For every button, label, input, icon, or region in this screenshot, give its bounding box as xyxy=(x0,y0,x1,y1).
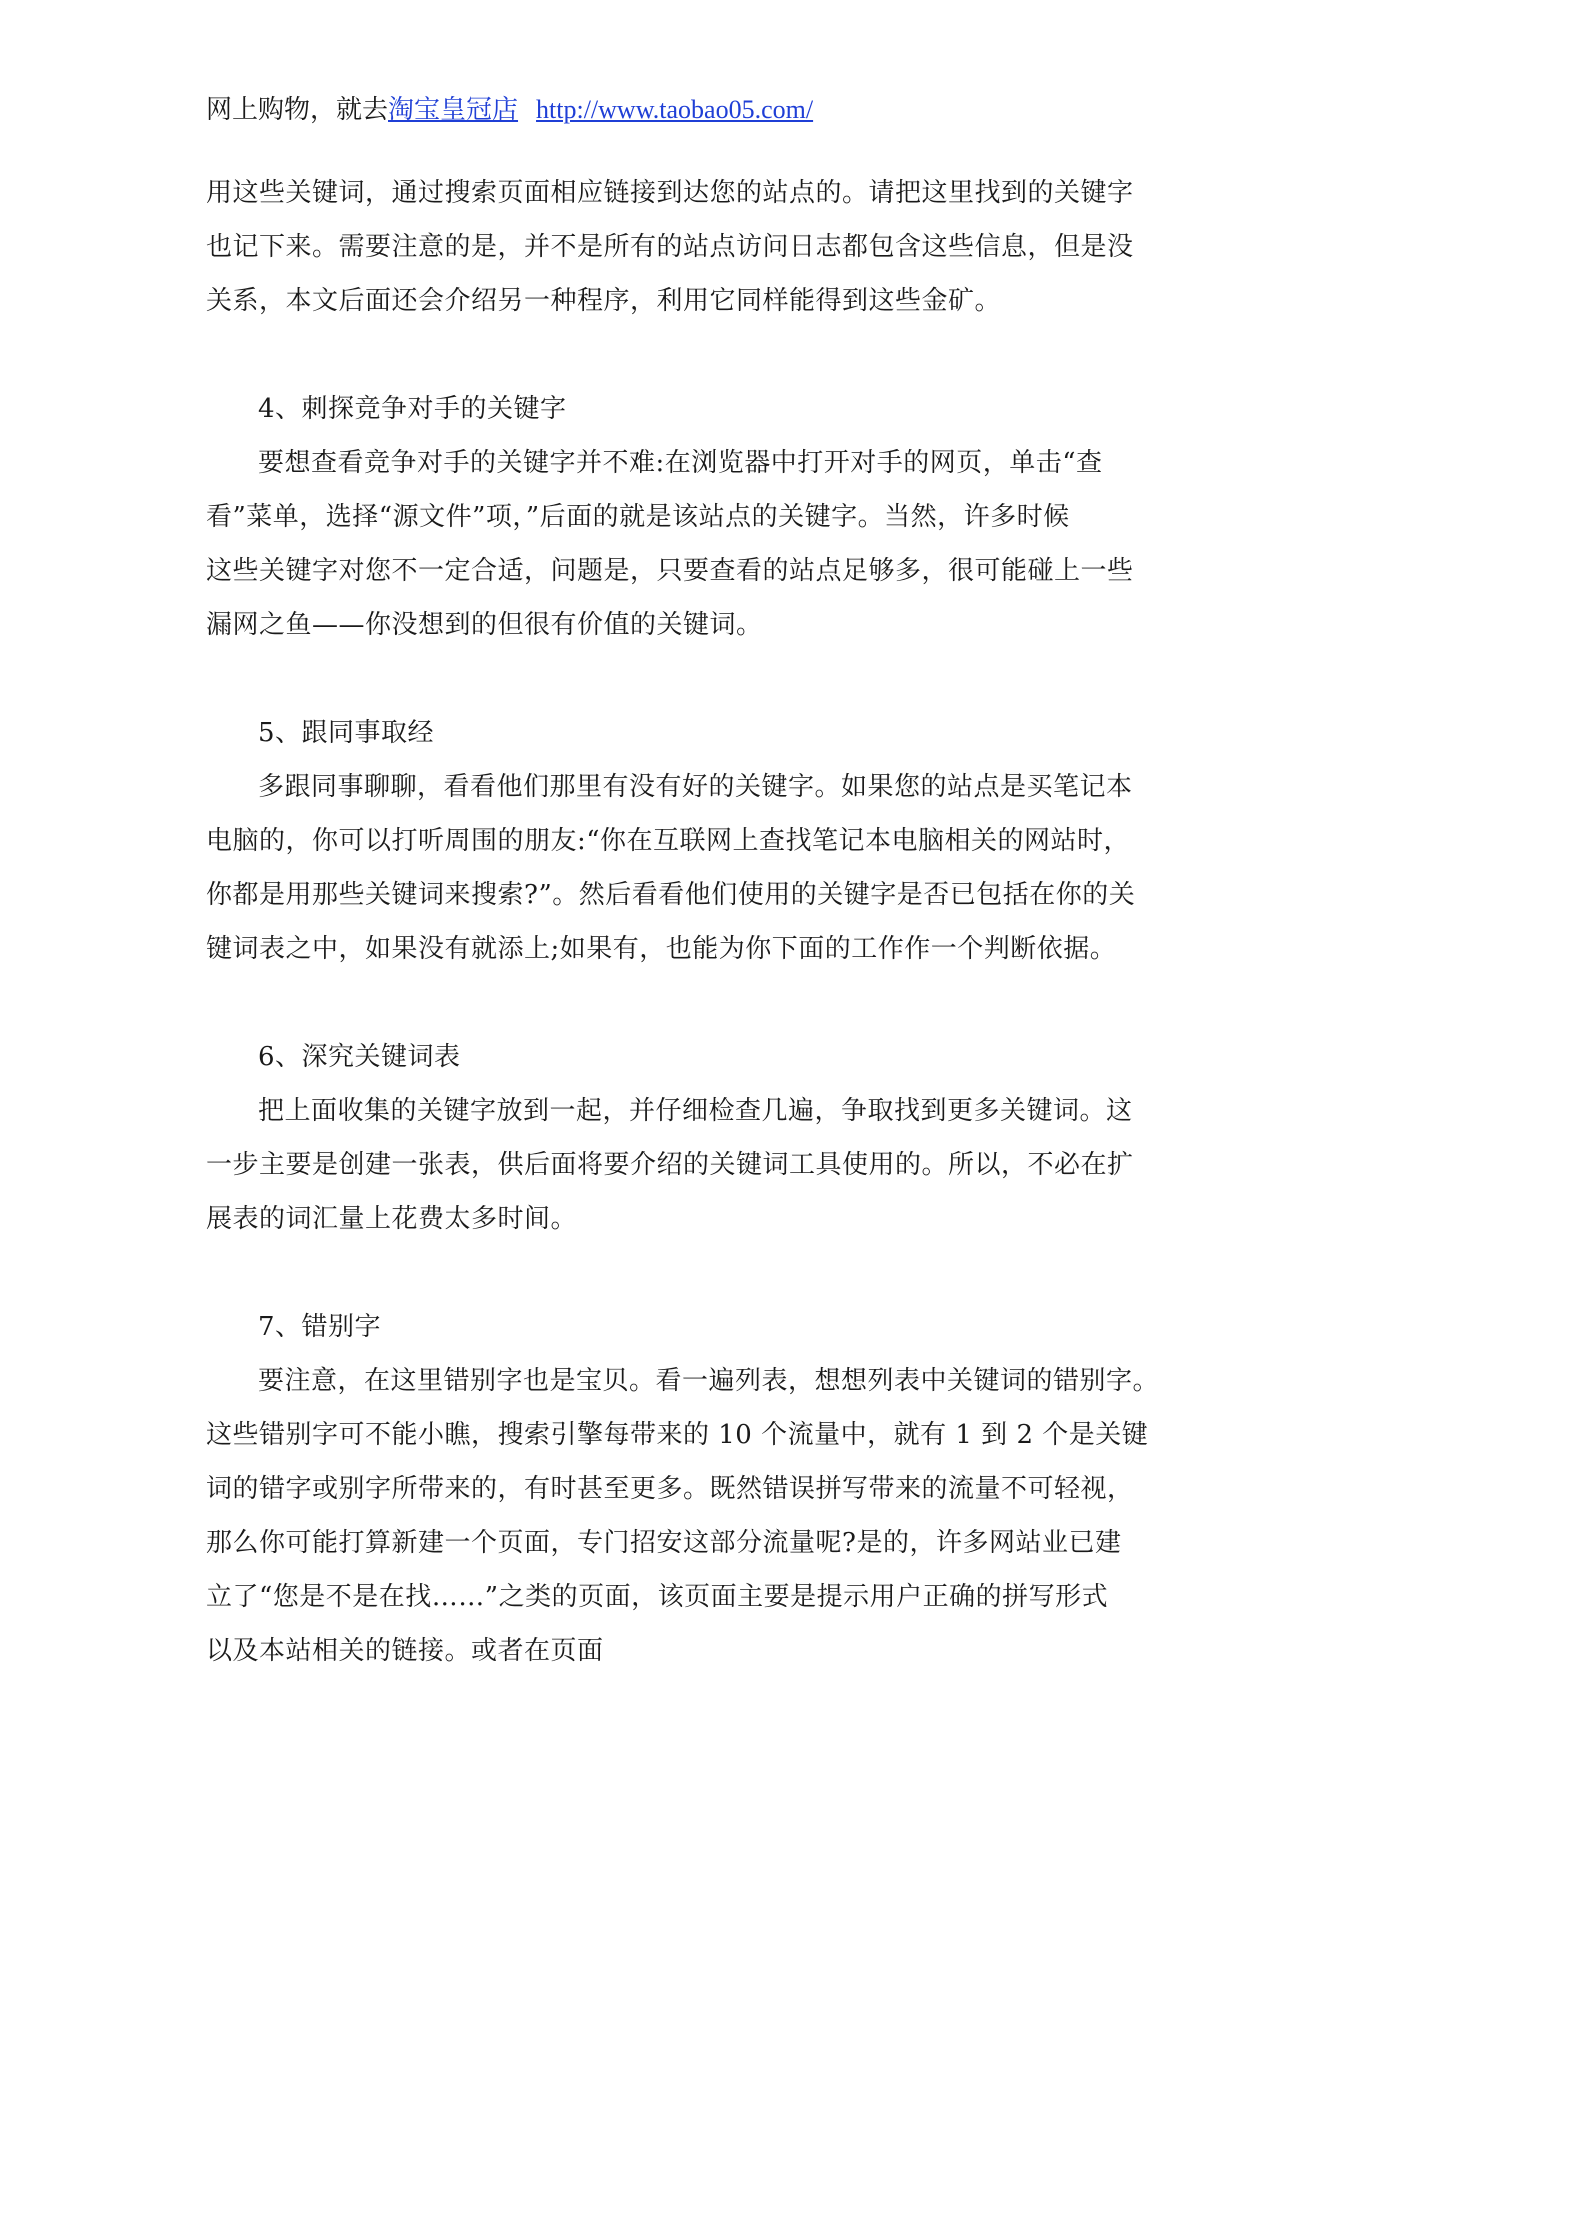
text-line: 多跟同事聊聊，看看他们那里有没有好的关键字。如果您的站点是买笔记本 xyxy=(258,772,1133,802)
section-heading: 6、深究关键词表 xyxy=(258,1042,461,1072)
text-line: 词的错字或别字所带来的，有时甚至更多。既然错误拼写带来的流量不可轻视， xyxy=(206,1474,1134,1504)
paragraph-gap xyxy=(206,1246,1156,1300)
section-5 xyxy=(206,1300,1160,1678)
text-line: 看”菜单，选择“源文件”项，”后面的就是该站点的关键字。当然，许多时候 xyxy=(206,502,1070,532)
text-line: 以及本站相关的链接。或者在页面 xyxy=(206,1636,604,1666)
section-2 xyxy=(206,382,1156,652)
paragraph-gap xyxy=(206,976,1156,1030)
document-body xyxy=(206,166,1160,1678)
text-line: 也记下来。需要注意的是，并不是所有的站点访问日志都包含这些信息，但是没 xyxy=(206,232,1134,262)
paragraph-gap xyxy=(206,652,1156,706)
text-line: 那么你可能打算新建一个页面，专门招安这部分流量呢?是的，许多网站业已建 xyxy=(206,1528,1122,1558)
text-line: 用这些关键词，通过搜索页面相应链接到达您的站点的。请把这里找到的关键字 xyxy=(206,178,1134,208)
text-line: 关系，本文后面还会介绍另一种程序，利用它同样能得到这些金矿。 xyxy=(206,286,1002,316)
text-line: 你都是用那些关键词来搜索?”。然后看看他们使用的关键字是否已包括在你的关 xyxy=(206,880,1136,910)
section-heading: 7、错别字 xyxy=(258,1312,382,1342)
text-line: 电脑的，你可以打听周围的朋友:“你在互联网上查找笔记本电脑相关的网站时， xyxy=(206,826,1131,856)
text-line: 这些关键字对您不一定合适，问题是，只要查看的站点足够多，很可能碰上一些 xyxy=(206,556,1134,586)
text-line: 立了“您是不是在找……”之类的页面，该页面主要是提示用户正确的拼写形式 xyxy=(206,1582,1109,1612)
header-prefix: 网上购物，就去 xyxy=(206,95,389,124)
text-line: 展表的词汇量上花费太多时间。 xyxy=(206,1204,578,1234)
text-line: 要注意，在这里错别字也是宝贝。看一遍列表，想想列表中关键词的错别字。 xyxy=(258,1366,1160,1396)
text-line: 把上面收集的关键字放到一起，并仔细检查几遍，争取找到更多关键词。这 xyxy=(258,1096,1133,1126)
section-heading: 5、跟同事取经 xyxy=(258,718,435,748)
page-header xyxy=(206,92,813,128)
text-line: 要想查看竞争对手的关键字并不难:在浏览器中打开对手的网页，单击“查 xyxy=(258,448,1103,478)
section-heading: 4、刺探竞争对手的关键字 xyxy=(258,394,567,424)
section-1 xyxy=(206,166,1156,328)
text-line: 键词表之中，如果没有就添上;如果有，也能为你下面的工作作一个判断依据。 xyxy=(206,934,1117,964)
section-3 xyxy=(206,706,1156,976)
shop-link[interactable]: 淘宝皇冠店 xyxy=(388,95,519,124)
text-line: 一步主要是创建一张表，供后面将要介绍的关键词工具使用的。所以，不必在扩 xyxy=(206,1150,1134,1180)
site-url-link[interactable]: http://www.taobao05.com/ xyxy=(536,95,814,124)
text-line: 漏网之鱼——你没想到的但很有价值的关键词。 xyxy=(206,610,763,640)
section-4 xyxy=(206,1030,1156,1246)
text-line: 这些错别字可不能小瞧，搜索引擎每带来的 10 个流量中，就有 1 到 2 个是关键 xyxy=(206,1420,1149,1450)
paragraph-gap xyxy=(206,328,1156,382)
